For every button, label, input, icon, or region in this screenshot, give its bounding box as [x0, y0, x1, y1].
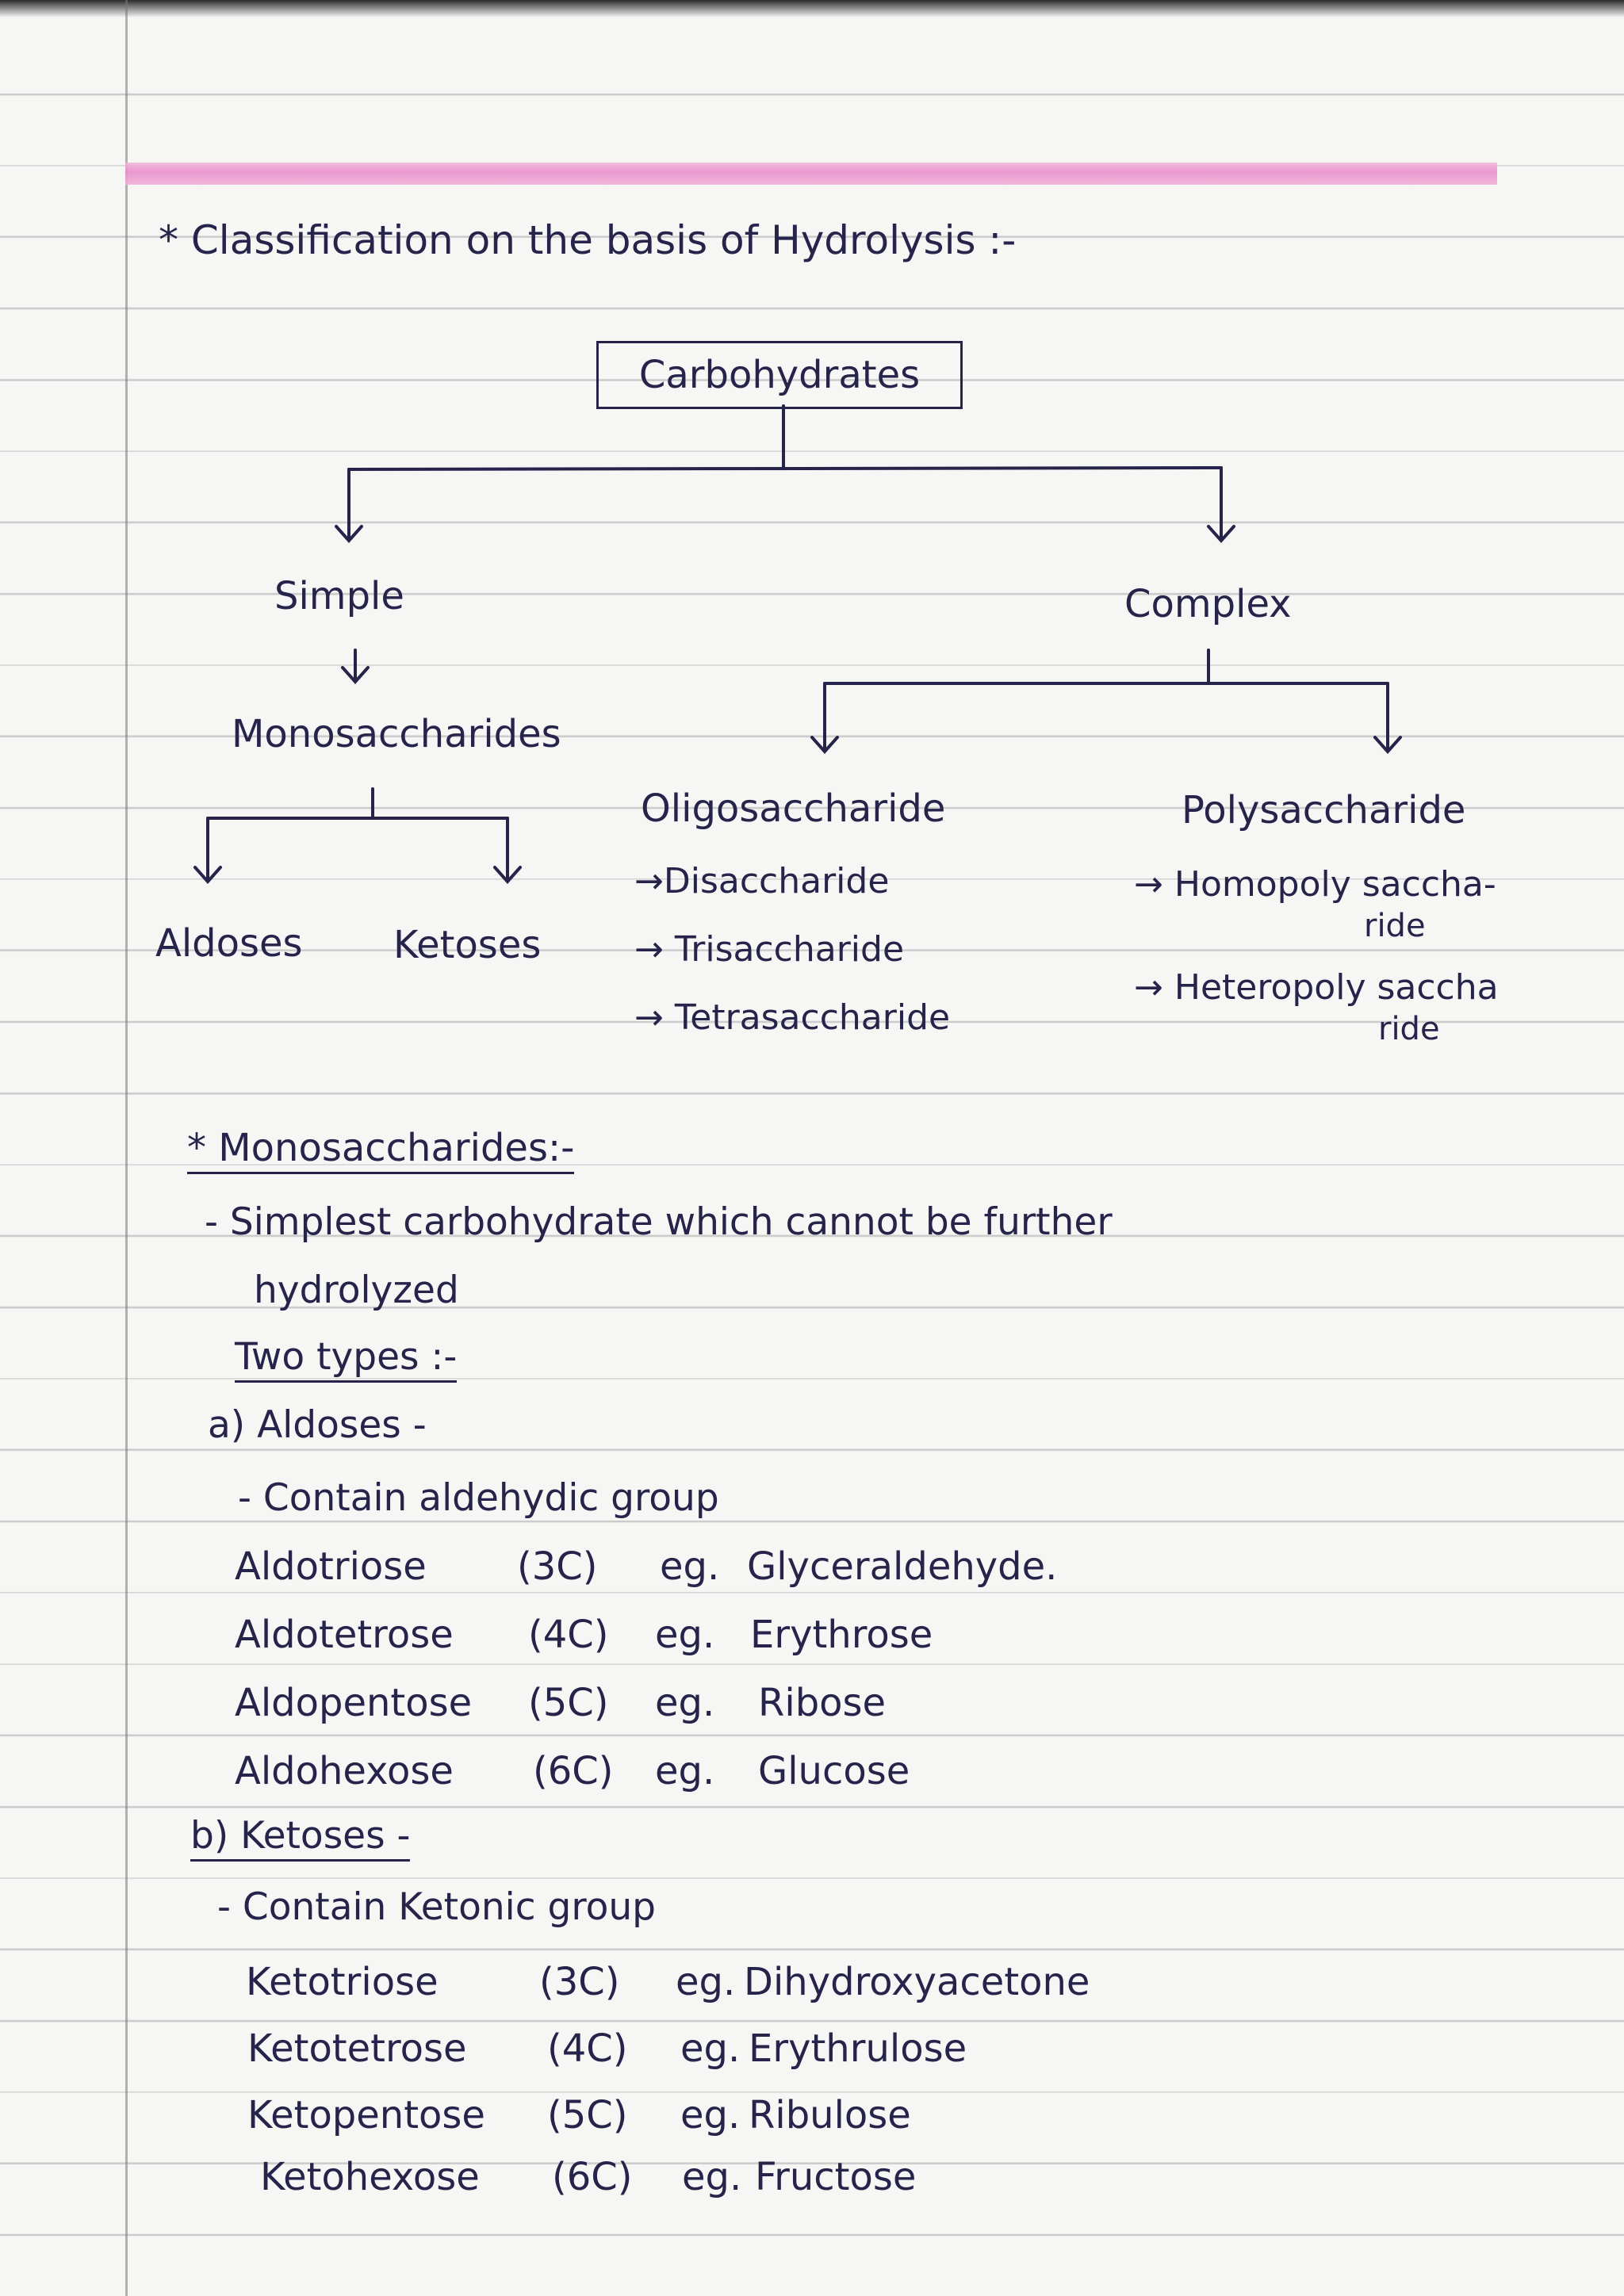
- page-heading: * Classification on the basis of Hydrolysis :-: [159, 217, 1017, 263]
- monosaccharides-heading-text: * Monosaccharides:-: [187, 1126, 574, 1174]
- ketose-carbons: (6C): [552, 2155, 633, 2199]
- complex-label: Complex: [1124, 582, 1292, 626]
- disaccharide-label: →Disaccharide: [634, 861, 890, 901]
- tetrasaccharide-label: → Tetrasaccharide: [634, 997, 951, 1038]
- simple-label: Simple: [274, 574, 404, 618]
- aldose-example: Glyceraldehyde.: [747, 1544, 1058, 1589]
- aldoses-heading: a) Aldoses -: [208, 1403, 427, 1447]
- aldose-example: Ribose: [758, 1681, 887, 1725]
- aldose-example: Erythrose: [750, 1613, 933, 1657]
- aldoses-description: - Contain aldehydic group: [238, 1476, 719, 1520]
- aldose-carbons: (5C): [528, 1681, 609, 1725]
- ketose-eg: eg.: [680, 2026, 741, 2071]
- ketose-example: Dihydroxyacetone: [744, 1960, 1090, 2004]
- aldose-name: Aldopentose: [235, 1681, 473, 1725]
- aldose-eg: eg.: [655, 1613, 715, 1657]
- ketose-example: Ribulose: [749, 2093, 911, 2137]
- ketoses-heading-text: b) Ketoses -: [190, 1814, 410, 1862]
- aldoses-label: Aldoses: [155, 921, 303, 966]
- ketoses-label: Ketoses: [393, 923, 542, 967]
- ketose-eg: eg.: [676, 1960, 736, 2004]
- aldose-eg: eg.: [655, 1681, 715, 1725]
- ketose-name: Ketohexose: [260, 2155, 480, 2199]
- ketose-example: Erythrulose: [749, 2026, 967, 2071]
- aldose-carbons: (3C): [517, 1544, 598, 1589]
- aldose-name: Aldohexose: [235, 1749, 454, 1793]
- definition-line-1: - Simplest carbohydrate which cannot be further: [205, 1200, 1113, 1244]
- ketose-name: Ketopentose: [247, 2093, 485, 2137]
- root-branch: [349, 468, 1221, 469]
- aldose-name: Aldotetrose: [235, 1613, 454, 1657]
- ketose-name: Ketotriose: [246, 1960, 439, 2004]
- aldose-carbons: (6C): [533, 1749, 614, 1793]
- ketose-carbons: (5C): [547, 2093, 628, 2137]
- root-label: Carbohydrates: [638, 353, 921, 397]
- heteropolysaccharide-label-1: → Heteropoly saccha: [1134, 967, 1499, 1008]
- aldose-carbons: (4C): [528, 1613, 609, 1657]
- ketoses-description: - Contain Ketonic group: [217, 1885, 656, 1929]
- aldose-eg: eg.: [655, 1749, 715, 1793]
- two-types-text: Two types :-: [235, 1335, 457, 1383]
- heteropolysaccharide-label-2: ride: [1378, 1011, 1440, 1047]
- ketose-name: Ketotetrose: [247, 2026, 467, 2071]
- ketoses-heading: [190, 1814, 411, 1858]
- aldose-example: Glucose: [758, 1749, 910, 1793]
- oligosaccharide-label: Oligosaccharide: [641, 786, 946, 831]
- aldose-name: Aldotriose: [235, 1544, 427, 1589]
- polysaccharide-label: Polysaccharide: [1182, 788, 1466, 832]
- aldose-eg: eg.: [660, 1544, 720, 1589]
- homopolysaccharide-label-2: ride: [1364, 908, 1426, 944]
- ketose-example: Fructose: [755, 2155, 917, 2199]
- monosaccharides-heading: [187, 1126, 575, 1170]
- ketose-eg: eg.: [680, 2093, 741, 2137]
- homopolysaccharide-label-1: → Homopoly saccha-: [1134, 864, 1496, 905]
- ketose-eg: eg.: [682, 2155, 742, 2199]
- definition-line-2: hydrolyzed: [254, 1269, 459, 1312]
- trisaccharide-label: → Trisaccharide: [634, 929, 905, 970]
- ketose-carbons: (4C): [547, 2026, 628, 2071]
- two-types-label: [235, 1335, 458, 1379]
- ketose-carbons: (3C): [539, 1960, 620, 2004]
- monosaccharides-label: Monosaccharides: [232, 712, 561, 756]
